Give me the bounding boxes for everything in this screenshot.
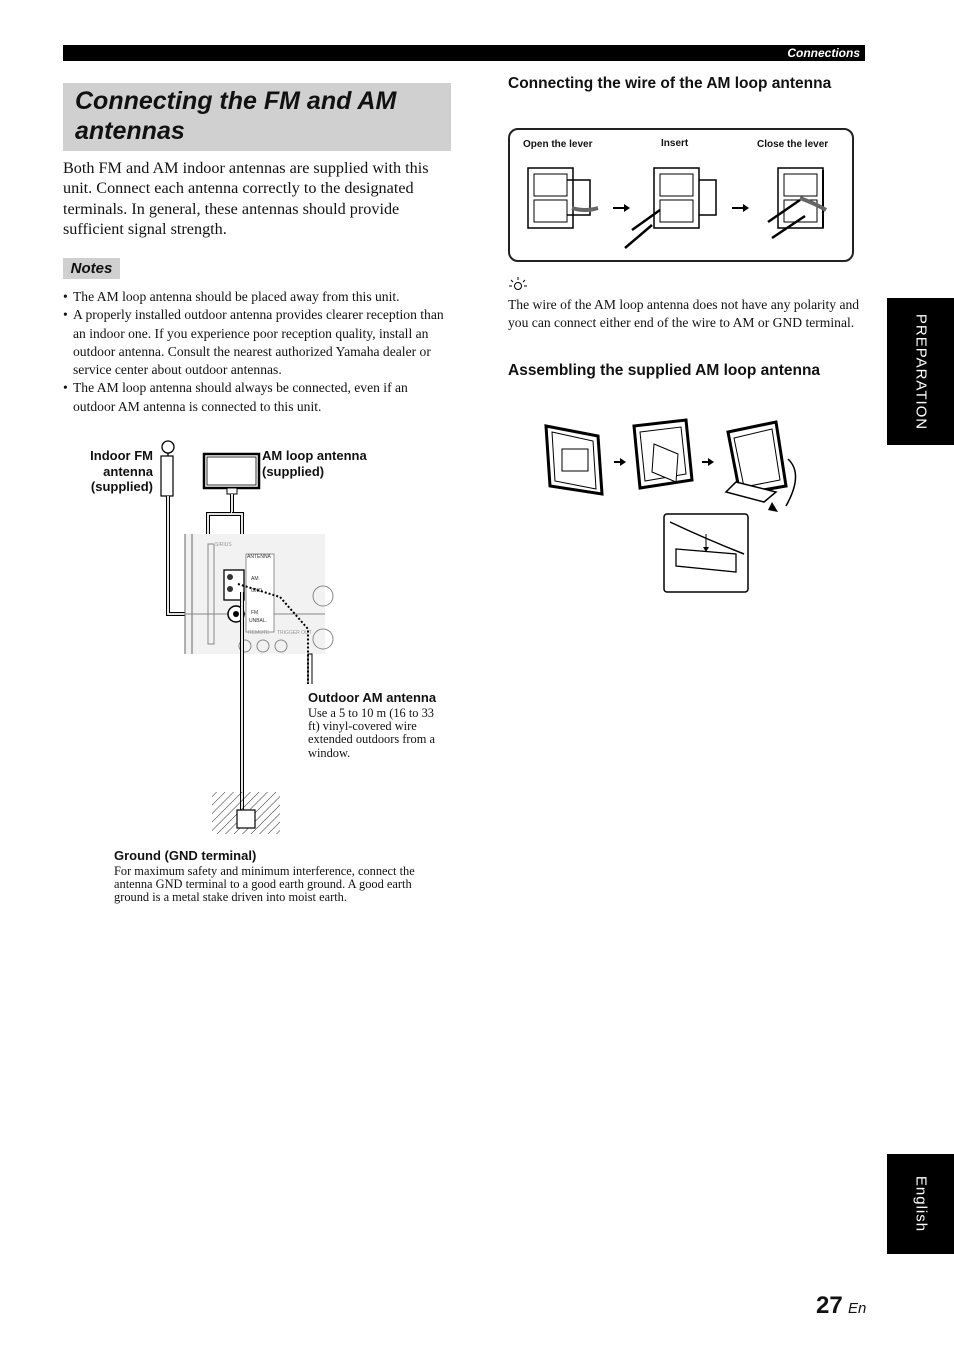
panel-label: AM	[251, 576, 259, 582]
outdoor-am-desc: Use a 5 to 10 m (16 to 33 ft) vinyl-covered wire extended outdoors from a window.	[308, 706, 435, 760]
antenna-connection-diagram	[150, 434, 350, 834]
wire-heading: Connecting the wire of the AM loop antenna	[508, 75, 832, 92]
section-label: Connections	[787, 46, 860, 60]
notes-heading: Notes	[63, 258, 120, 279]
note-item: • A properly installed outdoor antenna provides clearer reception than an indoor one. If you experience poor reception quality, install an outdoor antenna. Consult the nearest authorized Yamaha dealer or service center about outdoor antennas.	[63, 306, 453, 379]
step-label-insert: Insert	[661, 138, 689, 149]
wire-steps-illustration	[520, 160, 840, 255]
tip-text: The wire of the AM loop antenna does not have any polarity and you can connect either end of the wire to AM or GND terminal.	[508, 297, 860, 331]
ground-desc: For maximum safety and minimum interference, connect the antenna GND terminal to a good earth ground. A good earth ground is a metal stake driven into moist earth.	[114, 864, 415, 905]
panel-label: GND	[251, 588, 263, 594]
lightbulb-icon	[508, 276, 528, 294]
outdoor-am-title: Outdoor AM antenna	[308, 690, 437, 705]
header-bar	[63, 45, 865, 61]
ground-title: Ground (GND terminal)	[114, 848, 257, 863]
note-item: • The AM loop antenna should always be connected, even if an outdoor AM antenna is connected to this unit.	[63, 379, 453, 416]
panel-label: UNBAL.	[249, 618, 268, 624]
step-label-open: Open the lever	[523, 139, 593, 150]
note-item: • The AM loop antenna should be placed away from this unit.	[63, 288, 453, 306]
assemble-heading: Assembling the supplied AM loop antenna	[508, 362, 821, 379]
tab-english	[887, 1154, 954, 1254]
panel-label: SIRIUS	[215, 542, 232, 548]
tab-english-label: English	[912, 1175, 929, 1233]
page-title: Connecting the FM and AM antennas	[75, 87, 397, 145]
page-number: 27	[816, 1292, 843, 1319]
am-loop-label: AM loop antenna (supplied)	[262, 448, 367, 479]
assemble-illustration	[536, 414, 816, 596]
panel-label: TRIGGER OUT	[277, 630, 312, 636]
indoor-fm-label: Indoor FM antenna (supplied)	[90, 448, 153, 494]
panel-label: REMOTE	[248, 630, 270, 636]
notes-list	[63, 288, 453, 416]
tab-preparation	[887, 298, 954, 445]
panel-label: FM	[251, 610, 259, 616]
page-suffix: En	[848, 1300, 867, 1317]
tab-preparation-label: PREPARATION	[912, 313, 929, 430]
panel-label: ANTENNA	[247, 554, 271, 560]
intro-paragraph: Both FM and AM indoor antennas are supplied with this unit. Connect each antenna correctly to the designated terminals. In general, these antennas should provide sufficient signal strength.	[63, 159, 429, 238]
step-label-close: Close the lever	[757, 139, 829, 150]
